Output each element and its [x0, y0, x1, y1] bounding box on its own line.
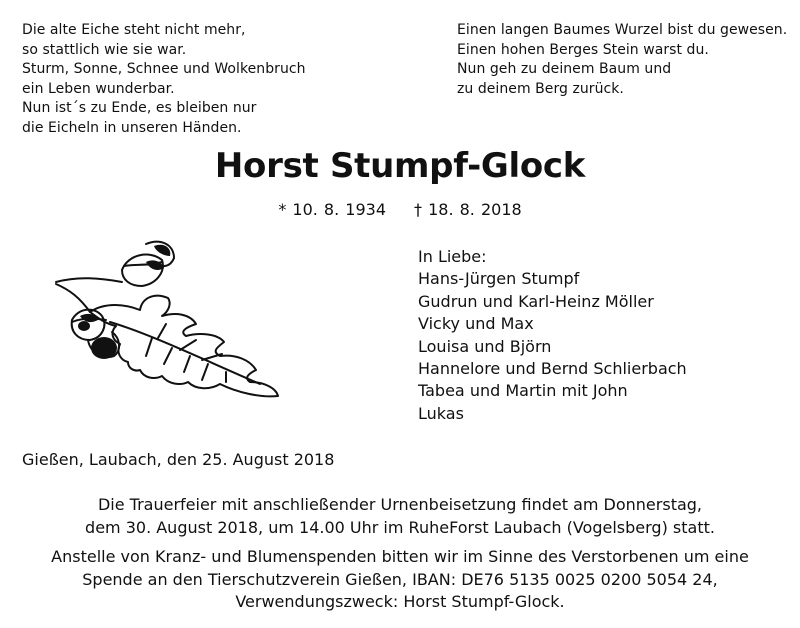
funeral-notice-line: dem 30. August 2018, um 14.00 Uhr im RuheForst Laubach (Vogelsberg) statt. [85, 517, 715, 537]
death-date: † 18. 8. 2018 [414, 200, 522, 219]
deceased-name: Horst Stumpf-Glock [214, 146, 586, 186]
funeral-notice-line: Die Trauerfeier mit anschließender Urnenbeisetzung findet am Donnerstag, [97, 495, 703, 514]
poem-right [457, 21, 787, 99]
poem-left-line: ein Leben wunderbar. [22, 80, 175, 97]
donation-notice-line: Anstelle von Kranz- und Blumenspenden bitten wir im Sinne des Verstorbenen um eine [51, 547, 749, 567]
mourner-name: Lukas [418, 403, 464, 423]
mourner-name: Gudrun und Karl-Heinz Möller [418, 291, 654, 311]
place-and-date: Gießen, Laubach, den 25. August 2018 [22, 450, 335, 469]
poem-left-line: Sturm, Sonne, Schnee und Wolkenbruch [22, 61, 306, 78]
poem-right-line: Nun geh zu deinem Baum und [457, 61, 672, 78]
poem-right-line: Einen hohen Berges Stein warst du. [457, 41, 709, 58]
poem-right-line: Einen langen Baumes Wurzel bist du gewesen. [457, 22, 788, 38]
poem-left [22, 21, 306, 139]
donation-notice-line: Spende an den Tierschutzverein Gießen, IBAN: DE76 5135 0025 0200 5054 24, [82, 569, 718, 589]
life-dates [0, 200, 800, 219]
poem-left-line: Die alte Eiche steht nicht mehr, [22, 22, 246, 38]
poem-left-line: die Eicheln in unseren Händen. [22, 119, 242, 136]
poem-left-line: Nun ist´s zu Ende, es bleiben nur [22, 100, 257, 117]
funeral-notice [0, 494, 800, 614]
mourner-name: Hans-Jürgen Stumpf [418, 269, 580, 289]
mourner-name: Louisa und Björn [418, 336, 552, 356]
mourner-name: Hannelore und Bernd Schlierbach [418, 359, 687, 379]
mourners-heading: In Liebe: [418, 247, 487, 266]
birth-date: * 10. 8. 1934 [278, 200, 386, 219]
donation-notice-line: Verwendungszweck: Horst Stumpf-Glock. [235, 592, 565, 612]
mourner-name: Vicky und Max [418, 314, 534, 334]
mourner-name: Tabea und Martin mit John [418, 381, 628, 401]
mourners-list [418, 246, 687, 425]
poem-right-line: zu deinem Berg zurück. [457, 80, 624, 97]
poem-left-line: so stattlich wie sie war. [22, 41, 187, 58]
oak-leaf-with-acorns-icon [50, 232, 340, 402]
